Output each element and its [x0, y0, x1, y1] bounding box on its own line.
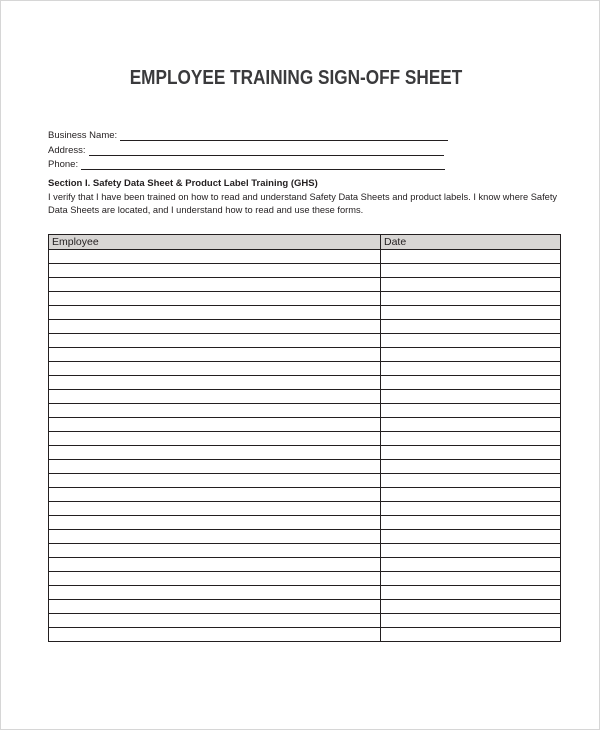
address-field: [48, 142, 444, 156]
date-cell[interactable]: [381, 390, 561, 404]
employee-cell[interactable]: [49, 502, 381, 516]
date-cell[interactable]: [381, 614, 561, 628]
date-cell[interactable]: [381, 488, 561, 502]
employee-cell[interactable]: [49, 558, 381, 572]
sign-off-table: [48, 234, 561, 642]
employee-cell[interactable]: [49, 390, 381, 404]
date-cell[interactable]: [381, 278, 561, 292]
employee-cell[interactable]: [49, 460, 381, 474]
date-cell[interactable]: [381, 558, 561, 572]
date-cell[interactable]: [381, 362, 561, 376]
date-cell[interactable]: [381, 334, 561, 348]
date-cell[interactable]: [381, 306, 561, 320]
date-cell[interactable]: [381, 544, 561, 558]
employee-cell[interactable]: [49, 600, 381, 614]
section-text: I verify that I have been trained on how to read and understand Safety Data Sheets and product labels. I know where Safety Data Sheets are located, and I understand how to read and use these forms.: [48, 192, 558, 215]
employee-cell[interactable]: [49, 250, 381, 264]
phone-label: Phone:: [48, 159, 79, 170]
date-cell[interactable]: [381, 292, 561, 306]
employee-cell[interactable]: [49, 488, 381, 502]
date-cell[interactable]: [381, 250, 561, 264]
date-cell[interactable]: [381, 432, 561, 446]
table-row: [49, 586, 561, 600]
section-heading: Section I. Safety Data Sheet & Product Label Training (GHS): [48, 178, 318, 189]
address-label: Address:: [48, 145, 86, 156]
table-row: [49, 516, 561, 530]
date-cell[interactable]: [381, 474, 561, 488]
table-row: [49, 362, 561, 376]
employee-cell[interactable]: [49, 572, 381, 586]
date-column-header: Date: [381, 235, 561, 250]
date-cell[interactable]: [381, 586, 561, 600]
table-row: [49, 292, 561, 306]
date-cell[interactable]: [381, 418, 561, 432]
employee-cell[interactable]: [49, 474, 381, 488]
date-cell[interactable]: [381, 572, 561, 586]
table-row: [49, 320, 561, 334]
table-row: [49, 264, 561, 278]
employee-cell[interactable]: [49, 586, 381, 600]
table-row: [49, 558, 561, 572]
employee-cell[interactable]: [49, 362, 381, 376]
table-row: [49, 600, 561, 614]
employee-cell[interactable]: [49, 628, 381, 642]
table-row: [49, 250, 561, 264]
table-row: [49, 544, 561, 558]
table-row: [49, 628, 561, 642]
employee-cell[interactable]: [49, 278, 381, 292]
table-row: [49, 418, 561, 432]
table-row: [49, 390, 561, 404]
table-row: [49, 404, 561, 418]
date-cell[interactable]: [381, 502, 561, 516]
table-header-row: [49, 235, 561, 250]
table-row: [49, 530, 561, 544]
phone-line[interactable]: [81, 159, 445, 170]
date-cell[interactable]: [381, 460, 561, 474]
employee-cell[interactable]: [49, 320, 381, 334]
employee-column-header: Employee: [49, 235, 381, 250]
business-name-line[interactable]: [120, 130, 448, 141]
phone-field: [48, 156, 445, 170]
date-cell[interactable]: [381, 628, 561, 642]
employee-cell[interactable]: [49, 446, 381, 460]
table-row: [49, 432, 561, 446]
table-row: [49, 474, 561, 488]
employee-cell[interactable]: [49, 376, 381, 390]
employee-cell[interactable]: [49, 614, 381, 628]
table-row: [49, 446, 561, 460]
date-cell[interactable]: [381, 348, 561, 362]
date-cell[interactable]: [381, 446, 561, 460]
table-row: [49, 614, 561, 628]
date-cell[interactable]: [381, 530, 561, 544]
employee-cell[interactable]: [49, 432, 381, 446]
employee-cell[interactable]: [49, 334, 381, 348]
employee-cell[interactable]: [49, 264, 381, 278]
table-row: [49, 306, 561, 320]
employee-cell[interactable]: [49, 404, 381, 418]
table-row: [49, 334, 561, 348]
table-row: [49, 348, 561, 362]
table-row: [49, 460, 561, 474]
date-cell[interactable]: [381, 376, 561, 390]
page-title: EMPLOYEE TRAINING SIGN-OFF SHEET: [129, 67, 463, 89]
date-cell[interactable]: [381, 264, 561, 278]
employee-cell[interactable]: [49, 306, 381, 320]
table-row: [49, 376, 561, 390]
date-cell[interactable]: [381, 404, 561, 418]
employee-cell[interactable]: [49, 516, 381, 530]
table-row: [49, 488, 561, 502]
table-row: [49, 502, 561, 516]
table-row: [49, 278, 561, 292]
date-cell[interactable]: [381, 600, 561, 614]
date-cell[interactable]: [381, 320, 561, 334]
date-cell[interactable]: [381, 516, 561, 530]
address-line[interactable]: [89, 145, 444, 156]
table-body: [49, 250, 561, 642]
business-name-field: [48, 127, 448, 141]
employee-cell[interactable]: [49, 544, 381, 558]
employee-cell[interactable]: [49, 530, 381, 544]
employee-cell[interactable]: [49, 418, 381, 432]
employee-cell[interactable]: [49, 292, 381, 306]
table-row: [49, 572, 561, 586]
employee-cell[interactable]: [49, 348, 381, 362]
business-name-label: Business Name:: [48, 130, 118, 141]
